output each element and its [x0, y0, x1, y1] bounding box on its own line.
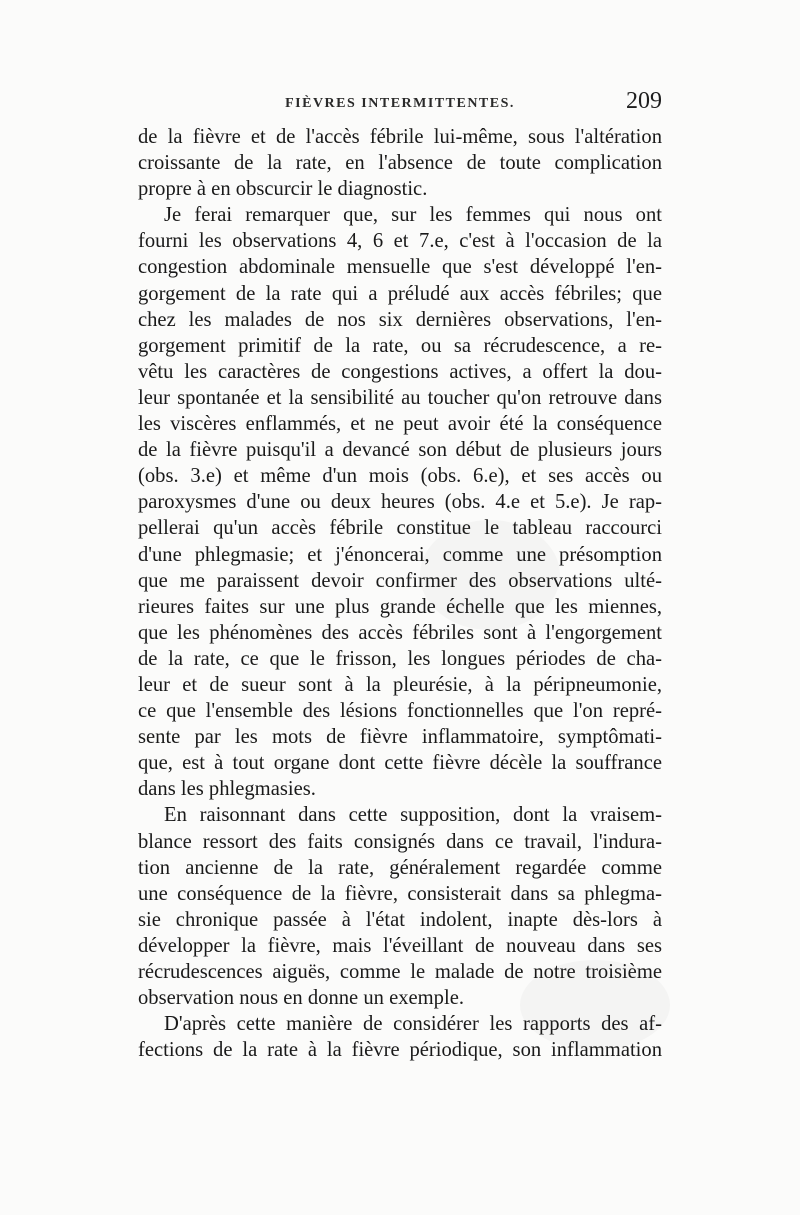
- text-line: sie chronique passée à l'état indolent, inapte dès-lors à: [138, 908, 662, 931]
- text-line: de la fièvre puisqu'il a devancé son début de plusieurs jours: [138, 439, 662, 462]
- running-title: FIÈVRES INTERMITTENTES.: [285, 96, 515, 111]
- text-line: observation nous en donne un exemple.: [138, 987, 464, 1010]
- text-line: rieures faites sur une plus grande échelle que les miennes,: [138, 595, 662, 618]
- text-line: de la rate, ce que le frisson, les longues périodes de cha-: [138, 647, 662, 670]
- text-line: chez les malades de nos six dernières observations, l'en-: [138, 308, 662, 331]
- text-line: croissante de la rate, en l'absence de toute complication: [138, 152, 662, 175]
- text-line: ce que l'ensemble des lésions fonctionnelles que l'on repré-: [138, 700, 662, 723]
- text-line: de la fièvre et de l'accès fébrile lui-même, sous l'altération: [138, 126, 662, 148]
- text-line: tion ancienne de la rate, généralement regardée comme: [138, 856, 662, 879]
- text-line: paroxysmes d'une ou deux heures (obs. 4.e et 5.e). Je rap-: [138, 491, 662, 514]
- text-line: une conséquence de la fièvre, consisterait dans sa phlegma-: [138, 882, 662, 905]
- text-line: fourni les observations 4, 6 et 7.e, c'est à l'occasion de la: [138, 230, 662, 253]
- text-line: pellerai qu'un accès fébrile constitue le tableau raccourci: [138, 517, 662, 540]
- page-number: 209: [626, 88, 662, 114]
- text-line: les viscères enflammés, et ne peut avoir été la conséquence: [138, 413, 662, 436]
- text-line: propre à en obscurcir le diagnostic.: [138, 178, 428, 201]
- running-head: [138, 88, 662, 118]
- text-line: blance ressort des faits consignés dans ce travail, l'indura-: [138, 830, 662, 853]
- text-line: gorgement de la rate qui a préludé aux accès fébriles; que: [138, 282, 662, 305]
- text-line: vêtu les caractères de congestions actives, a offert la dou-: [138, 360, 662, 383]
- text-line: que me paraissent devoir confirmer des observations ulté-: [138, 569, 662, 592]
- text-line: sente par les mots de fièvre inflammatoire, symptômati-: [138, 726, 662, 749]
- text-line: D'après cette manière de considérer les rapports des af-: [164, 1013, 662, 1036]
- body-text: [138, 124, 662, 1063]
- text-line: que, est à tout organe dont cette fièvre décèle la souffrance: [138, 752, 662, 775]
- text-line: d'une phlegmasie; et j'énoncerai, comme une présomption: [138, 543, 662, 566]
- text-line: dans les phlegmasies.: [138, 778, 316, 801]
- text-line: (obs. 3.e) et même d'un mois (obs. 6.e), et ses accès ou: [138, 465, 662, 488]
- text-line: fections de la rate à la fièvre périodique, son inflammation: [138, 1039, 662, 1062]
- text-line: congestion abdominale mensuelle que s'est développé l'en-: [138, 256, 662, 279]
- text-line: leur et de sueur sont à la pleurésie, à la péripneumonie,: [138, 673, 662, 696]
- text-line: Je ferai remarquer que, sur les femmes qui nous ont: [164, 204, 662, 227]
- text-line: récrudescences aiguës, comme le malade de notre troisième: [138, 961, 662, 983]
- text-line: gorgement primitif de la rate, ou sa récrudescence, a re-: [138, 334, 662, 357]
- text-line: que les phénomènes des accès fébriles sont à l'engorgement: [138, 621, 662, 644]
- text-line: développer la fièvre, mais l'éveillant de nouveau dans ses: [138, 934, 662, 957]
- text-line: leur spontanée et la sensibilité au toucher qu'on retrouve dans: [138, 386, 662, 409]
- text-line: En raisonnant dans cette supposition, dont la vraisem-: [164, 804, 662, 827]
